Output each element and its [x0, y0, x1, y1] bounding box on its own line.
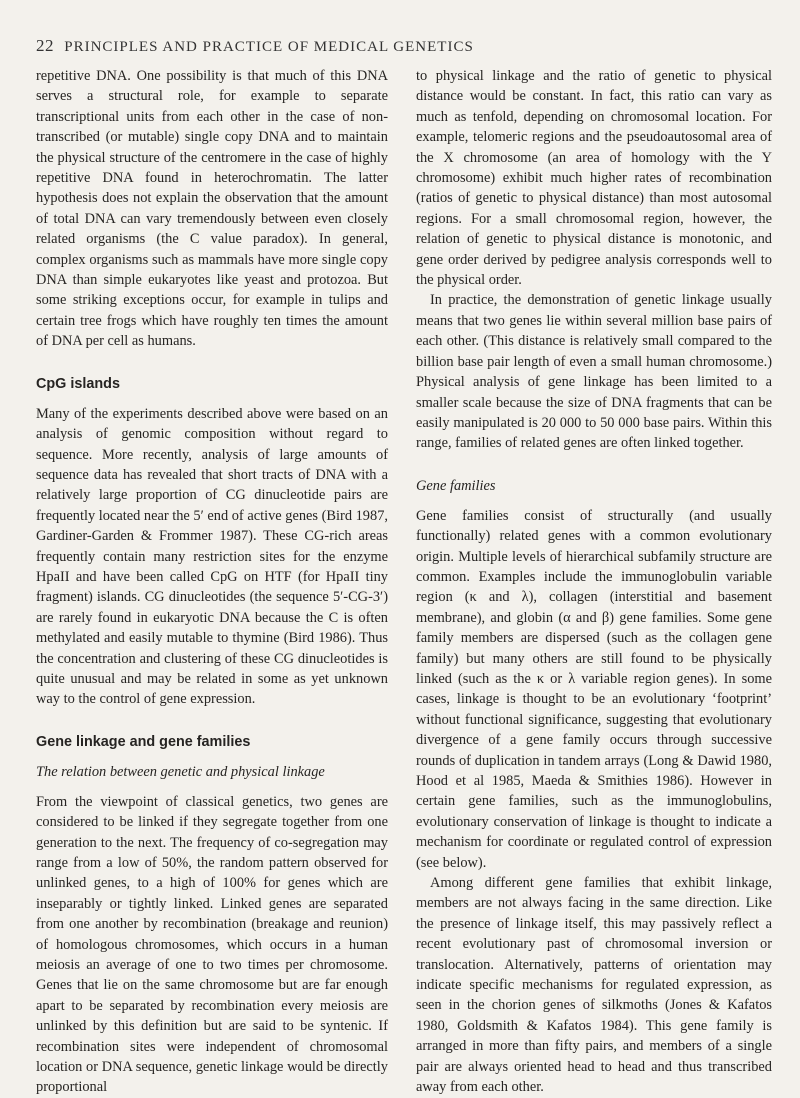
page-number: 22: [36, 36, 54, 55]
paragraph-linkage-practice: In practice, the demonstration of genetic linkage usually means that two genes lie within several million base pairs of each other. (This distance is relatively small compared to the billion base pair length of even a small human chromosome.) Physical analysis of gene linkage has been limited to a smaller scale because the size of DNA fragments that can be easily manipulated is 20 000 to 50 000 base pairs. Within this range, families of related genes are often linked together.: [416, 292, 772, 452]
paragraph-physical-linkage: to physical linkage and the ratio of genetic to physical distance would be constant. In fact, this ratio can vary as much as tenfold, depending on chromosomal location. For example, telomeric regions and the pseudoautosomal area of the X chromosome (an area of homology with the Y chromosome) exhibit much higher rates of recombination (ratios of genetic to physical distance) than most autosomal regions. For a small chromosomal region, however, the relation of genetic to physical distance is monotonic, and gene order derived by pedigree analysis corresponds well to the physical order.: [416, 68, 772, 289]
running-head: [36, 36, 474, 56]
running-title: PRINCIPLES AND PRACTICE OF MEDICAL GENETICS: [64, 39, 474, 55]
paragraph-gene-orientation: Among different gene families that exhibit linkage, members are not always facing in the same direction. Like the presence of linkage itself, this may passively reflect a recent evolutionary past of chromosomal inversion or translocation. Alternatively, patterns of orientation may indicate specific mechanisms for regulated expression, as seen in the chorion genes of silkmoths (Jones & Kafatos 1980, Goldsmith & Kafatos 1984). This gene family is arranged in more than fifty pairs, and members of a single pair are always oriented head to head and thus transcribed away from each other.: [416, 875, 772, 1096]
right-column: [416, 66, 772, 1098]
heading-gene-linkage: Gene linkage and gene families: [36, 733, 251, 750]
subheading-gene-families: Gene families: [416, 477, 496, 494]
paragraph-classical-linkage: From the viewpoint of classical genetics, two genes are considered to be linked if they segregate together from one generation to the next. The frequency of co-segregation may range from a low of 50%, the random pattern observed for unlinked genes, to a high of 100% for genes which are inseparably or tightly linked. Linked genes are separated from one another by recombination (breakage and reunion) of homologous chromosomes, which occurs in a human meiosis an average of one to two times per chromosome. Genes that lie on the same chromosome but are far enough apart to be separated by recombination every meiosis are unlinked by this definition but are said to be syntenic. If recombination sites were independent of chromosomal location or DNA sequence, genetic linkage would be directly proportional: [36, 793, 388, 1096]
paragraph-repetitive-dna: repetitive DNA. One possibility is that much of this DNA serves a structural role, for example to separate transcriptional units from each other in the case of non-transcribed (or mutable) single copy DNA and to maintain the physical structure of the centromere in the case of highly repetitive DNA found in heterochromatin. The latter hypothesis does not explain the observation that the amount of total DNA can vary tremendously between even closely related organisms (the C value paradox). In general, complex organisms such as mammals have more single copy DNA than simple eukaryotes like yeast and protozoa. But some striking exceptions occur, for example in tulips and certain tree frogs which have roughly ten times the amount of DNA per cell as humans.: [36, 68, 388, 350]
left-column: [36, 66, 388, 1098]
subheading-genetic-physical-linkage: The relation between genetic and physical linkage: [36, 763, 325, 780]
heading-cpg-islands: CpG islands: [36, 375, 120, 392]
paragraph-gene-families: Gene families consist of structurally (and usually functionally) related genes with a common evolutionary origin. Multiple levels of hierarchical subfamily structure are common. Examples include the immunoglobulin variable region (κ and λ), collagen (interstitial and basement membrane), and globin (α and β) gene families. Some gene family members are dispersed (such as the collagen gene family) but many others are still found to be physically linked (such as the κ or λ variable region genes). In some cases, linkage is thought to be an evolutionary ‘footprint’ without functional significance, suggesting that evolutionary divergence of a gene family occurs through successive rounds of duplication in tandem arrays (Long & Dawid 1980, Hood et al 1985, Maeda & Smithies 1986). However in certain gene families, such as the immunoglobulins, evolutionary conservation of linkage is thought to indicate a mechanism for coordinate or regulated control of expression (see below).: [416, 507, 772, 871]
paragraph-cpg-islands: Many of the experiments described above were based on an analysis of genomic composition without regard to sequence. More recently, analysis of large amounts of sequence data has revealed that short tracts of DNA with a relatively large proportion of CG dinucleotide pairs are frequently located near the 5′ end of active genes (Bird 1987, Gardiner-Garden & Frommer 1987). These CG-rich areas frequently contain many restriction sites for the enzyme HpaII and have been called CpG on HTF (for HpaII tiny fragment) islands. CG dinucleotides (the sequence 5′-CG-3′) are rarely found in eukaryotic DNA because the C is often methylated and easily mutable to thymine (Bird 1986). Thus the concentration and clustering of these CG dinucleotides is quite unusual and may be related in some as yet unknown way to the control of gene expression.: [36, 405, 388, 708]
